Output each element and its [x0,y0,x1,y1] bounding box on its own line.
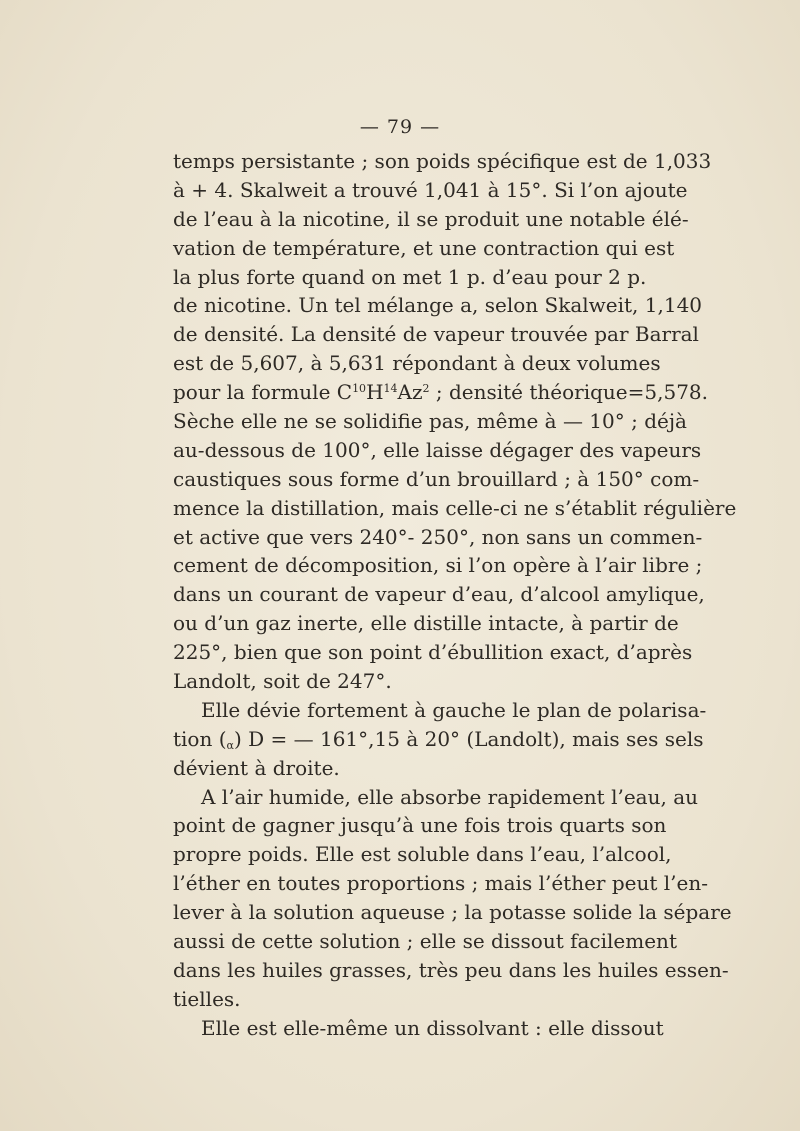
text-run: tion ( [173,726,227,751]
text-line [173,263,647,292]
text-line [173,205,689,234]
text-run: aussi de cette solution ; elle se dissout facilement [173,929,677,954]
text-run: ou d’un gaz inerte, elle distille intacte, à partir de [173,611,679,636]
text-run: à + 4. Skalweit a trouvé 1,041 à 15°. Si l’on ajoute [173,177,688,202]
text-line [173,551,703,580]
text-line [173,985,628,1014]
text-line [173,811,667,840]
text-run: Elle dévie fortement à gauche le plan de polarisa- [201,697,707,722]
text-run: Az [397,380,423,405]
text-run: dans un courant de vapeur d’eau, d’alcool amylique, [173,582,705,607]
text-line [173,580,705,609]
text-line [173,291,703,320]
text-line [173,638,693,667]
page-number: — 79 — [359,116,441,138]
superscript: 10 [352,382,367,396]
text-run: H [366,380,384,405]
text-run: A l’air humide, elle absorbe rapidement l’eau, au [201,784,698,809]
text-run: de nicotine. Un tel mélange a, selon Skalweit, 1,140 [173,293,703,318]
text-line [173,667,628,696]
text-run: vation de température, et une contraction qui est [173,235,675,260]
text-run: mence la distillation, mais celle-ci ne s’établit régulière [173,495,737,520]
text-run: Elle est elle-même un dissolvant : elle dissout [201,1015,664,1040]
text-line [173,176,688,205]
text-line [173,1014,664,1043]
text-run: l’éther en toutes proportions ; mais l’éther peut l’en- [173,871,708,896]
text-run: de l’eau à la nicotine, il se produit une notable élé- [173,206,689,231]
text-line [173,523,703,552]
text-line [173,320,699,349]
text-run: cement de décomposition, si l’on opère à l’air libre ; [173,553,703,578]
subscript: α [226,738,234,752]
text-line [173,754,628,783]
text-line [173,407,687,436]
superscript: 2 [422,382,430,396]
text-line [173,696,707,725]
text-line [173,869,708,898]
text-run: tielles. [173,986,241,1011]
text-line [173,898,732,927]
text-line [173,465,700,494]
text-line [173,840,672,869]
text-line [173,378,709,407]
text-run: temps persistante ; son poids spécifique est de 1,033 [173,149,712,173]
text-run: 225°, bien que son point d’ébullition exact, d’après [173,640,693,665]
text-run: de densité. La densité de vapeur trouvée par Barral [173,322,699,347]
text-run: est de 5,607, à 5,631 répondant à deux volumes [173,351,661,376]
text-line [173,147,712,176]
text-run: et active que vers 240°- 250°, non sans un commen- [173,524,703,549]
text-line [173,609,679,638]
text-run: au-dessous de 100°, elle laisse dégager des vapeurs [173,437,702,462]
superscript: 14 [383,382,398,396]
text-run: dévient à droite. [173,755,340,780]
text-line [173,927,677,956]
text-line [173,349,661,378]
text-run: Landolt, soit de 247°. [173,669,392,694]
text-run: caustiques sous forme d’un brouillard ; à 150° com- [173,466,700,491]
body-text [173,147,737,1043]
text-run: dans les huiles grasses, très peu dans les huiles essen- [173,957,729,982]
text-line [173,234,675,263]
text-run: point de gagner jusqu’à une fois trois quarts son [173,813,667,838]
text-run: ) D = — 161°,15 à 20° (Landolt), mais ses sels [233,726,704,751]
text-line [173,956,729,985]
text-run: ; densité théorique=5,578. [429,380,709,405]
text-run: Sèche elle ne se solidifie pas, même à — 10° ; déjà [173,409,687,434]
text-line [173,436,702,465]
text-run: pour la formule C [173,380,353,405]
text-run: propre poids. Elle est soluble dans l’eau, l’alcool, [173,842,672,867]
text-run: lever à la solution aqueuse ; la potasse solide la sépare [173,900,732,925]
text-line [173,494,737,523]
text-line [173,783,698,812]
text-line [173,725,704,754]
text-run: la plus forte quand on met 1 p. d’eau pour 2 p. [173,264,647,289]
